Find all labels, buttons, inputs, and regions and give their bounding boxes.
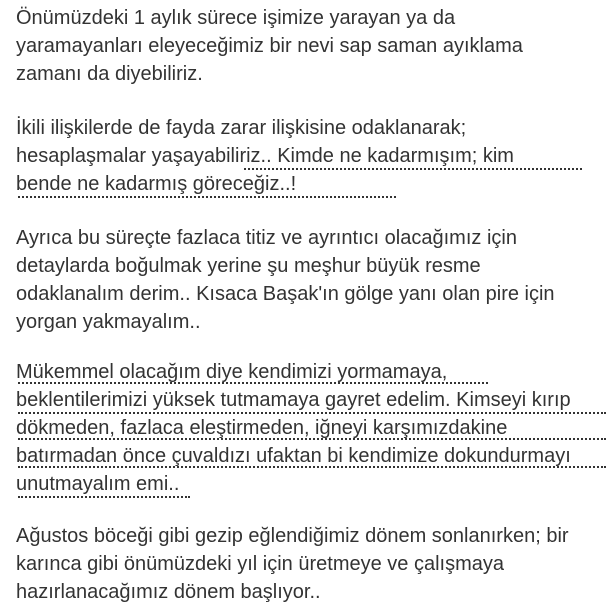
text-line: hazırlanacağımız dönem başlıyor.. xyxy=(16,581,321,603)
text-line: karınca gibi önümüzdeki yıl için üretmeye ve çalışmaya xyxy=(16,553,504,575)
text-line: zamanı da diyebiliriz. xyxy=(16,63,203,85)
dotted-underline xyxy=(18,496,190,498)
text-line: Ayrıca bu süreçte fazlaca titiz ve ayrıntıcı olacağımız için xyxy=(16,227,517,249)
text-line: yorgan yakmayalım.. xyxy=(16,311,201,333)
paragraph-5 xyxy=(16,522,569,606)
text-line: dökmeden, fazlaca eleştirmeden, iğneyi karşımızdakine xyxy=(16,417,508,439)
text-line: unutmayalım emi.. xyxy=(16,473,180,495)
text-line: odaklanalım derim.. Kısaca Başak'ın gölge yanı olan pire için xyxy=(16,283,555,305)
dotted-underline xyxy=(18,382,488,384)
dotted-underline xyxy=(18,466,606,468)
dotted-underline xyxy=(18,196,396,198)
dotted-underline xyxy=(18,438,606,440)
text-line: Mükemmel olacağım diye kendimizi yormamaya, xyxy=(16,361,448,383)
dotted-underline xyxy=(244,168,582,170)
text-line: beklentilerimizi yüksek tutmamaya gayret edelim. Kimseyi kırıp xyxy=(16,389,571,411)
text-line: Ağustos böceği gibi gezip eğlendiğimiz dönem sonlanırken; bir xyxy=(16,525,569,547)
paragraph-4 xyxy=(16,358,571,498)
text-line: Önümüzdeki 1 aylık sürece işimize yarayan ya da xyxy=(16,7,456,29)
text-line: bende ne kadarmış göreceğiz..! xyxy=(16,173,297,195)
text-line: yaramayanları eleyeceğimiz bir nevi sap saman ayıklama xyxy=(16,35,523,57)
text-line: batırmadan önce çuvaldızı ufaktan bi kendimize dokundurmayı xyxy=(16,445,571,467)
dotted-underline xyxy=(18,412,606,414)
text-line: detaylarda boğulmak yerine şu meşhur büyük resme xyxy=(16,255,481,277)
paragraph-1 xyxy=(16,4,523,88)
text-line: hesaplaşmalar yaşayabiliriz.. Kimde ne kadarmışım; kim xyxy=(16,145,514,167)
paragraph-2 xyxy=(16,114,514,198)
paragraph-3 xyxy=(16,224,555,336)
text-line: İkili ilişkilerde de fayda zarar ilişkisine odaklanarak; xyxy=(16,117,467,139)
